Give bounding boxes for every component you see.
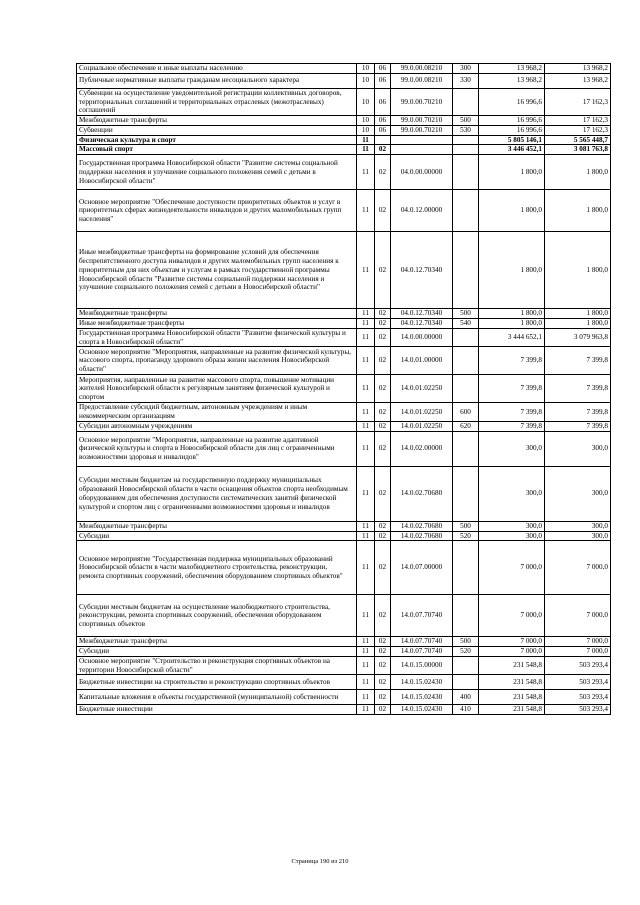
row-amount-year-1: 300,0: [479, 521, 545, 531]
row-amount-year-2: 300,0: [545, 431, 611, 466]
row-section: 11: [357, 403, 375, 422]
table-row: [77, 521, 611, 531]
row-amount-year-2: 17 162,3: [545, 88, 611, 115]
row-amount-year-2: 7 000,0: [545, 637, 611, 647]
row-amount-year-1: 1 800,0: [479, 190, 545, 232]
row-expense-type: 400: [453, 690, 479, 705]
row-target-article: 14.0.15.02430: [391, 690, 453, 705]
row-subsection: 02: [375, 690, 391, 705]
row-name: Иные межбюджетные трансферты: [77, 319, 357, 329]
row-amount-year-2: 13 968,2: [545, 64, 611, 74]
row-name: Иные межбюджетные трансферты на формирование условий для обеспечения беспрепятственного доступа инвалидов и других маломобильных групп населения к приоритетным для них объектам и услугам в рамках государственной программы Новосибирской области "Развитие системы социальной поддержки населения и улучшение социального положения семей с детьми в Новосибирской области": [77, 232, 357, 309]
row-amount-year-2: 1 800,0: [545, 319, 611, 329]
row-target-article: 04.0.12.00000: [391, 190, 453, 232]
row-amount-year-1: 7 000,0: [479, 647, 545, 657]
table-row: [77, 541, 611, 595]
row-section: 11: [357, 690, 375, 705]
table-row: [77, 647, 611, 657]
row-target-article: 14.0.01.00000: [391, 347, 453, 375]
row-section: 11: [357, 531, 375, 541]
row-section: 11: [357, 232, 375, 309]
table-row: [77, 155, 611, 190]
row-expense-type: 500: [453, 116, 479, 126]
row-subsection: 02: [375, 705, 391, 715]
table-row: [77, 145, 611, 155]
row-target-article: 04.0.00.00000: [391, 155, 453, 190]
table-row: [77, 466, 611, 521]
row-expense-type: 500: [453, 521, 479, 531]
row-name: Субсидии: [77, 647, 357, 657]
table-row: [77, 190, 611, 232]
row-name: Субсидии местным бюджетам на осуществление малобюджетного строительства, реконструкции, ремонта спортивных сооружений, обеспечения оборудованием спортивных объектов: [77, 595, 357, 637]
row-expense-type: 330: [453, 73, 479, 88]
row-name: Субсидии: [77, 531, 357, 541]
row-amount-year-2: 17 162,3: [545, 116, 611, 126]
row-amount-year-1: 16 996,6: [479, 125, 545, 135]
row-amount-year-1: 16 996,6: [479, 116, 545, 126]
row-expense-type: [453, 88, 479, 115]
row-target-article: 04.0.12.70340: [391, 232, 453, 309]
row-target-article: 14.0.00.00000: [391, 328, 453, 347]
row-target-article: 04.0.12.70340: [391, 309, 453, 319]
row-expense-type: 520: [453, 531, 479, 541]
row-amount-year-1: 1 800,0: [479, 319, 545, 329]
row-amount-year-1: 1 800,0: [479, 232, 545, 309]
table-row: [77, 125, 611, 135]
row-name: Публичные нормативные выплаты гражданам несоциального характера: [77, 73, 357, 88]
row-section: 11: [357, 135, 375, 145]
row-section: 11: [357, 656, 375, 675]
row-section: 11: [357, 347, 375, 375]
row-name: Бюджетные инвестиции на строительство и реконструкцию спортивных объектов: [77, 675, 357, 690]
table-row: [77, 64, 611, 74]
row-name: Государственная программа Новосибирской области "Развитие системы социальной поддержки населения и улучшение социального положения семей с детьми в Новосибирской области": [77, 155, 357, 190]
row-section: 10: [357, 116, 375, 126]
table-row: [77, 431, 611, 466]
row-target-article: [391, 135, 453, 145]
row-amount-year-1: 231 548,8: [479, 705, 545, 715]
row-amount-year-2: 7 399,8: [545, 403, 611, 422]
table-row: [77, 309, 611, 319]
row-amount-year-2: 300,0: [545, 531, 611, 541]
row-target-article: 99.0.00.08210: [391, 73, 453, 88]
row-subsection: 02: [375, 531, 391, 541]
row-expense-type: [453, 155, 479, 190]
row-name: Основное мероприятие "Мероприятия, направленные на развитие адаптивной физической культуры и спорта в Новосибирской области для лиц с ограниченными возможностями здоровья и инвалидов": [77, 431, 357, 466]
row-amount-year-1: 300,0: [479, 466, 545, 521]
row-amount-year-2: 1 800,0: [545, 232, 611, 309]
row-amount-year-2: 7 399,8: [545, 347, 611, 375]
row-expense-type: [453, 675, 479, 690]
row-amount-year-1: 7 399,8: [479, 347, 545, 375]
row-amount-year-2: 7 000,0: [545, 647, 611, 657]
row-expense-type: [453, 375, 479, 403]
row-amount-year-1: 231 548,8: [479, 690, 545, 705]
row-section: 11: [357, 705, 375, 715]
row-amount-year-2: 7 399,8: [545, 421, 611, 431]
row-subsection: 02: [375, 328, 391, 347]
row-amount-year-1: 7 000,0: [479, 595, 545, 637]
row-name: Межбюджетные трансферты: [77, 116, 357, 126]
row-name: Основное мероприятие "Мероприятия, направленные на развитие физической культуры, массового спорта, пропаганду здорового образа жизни населения Новосибирской области": [77, 347, 357, 375]
row-subsection: 02: [375, 347, 391, 375]
row-subsection: 02: [375, 541, 391, 595]
row-target-article: 99.0.00.70210: [391, 88, 453, 115]
row-expense-type: [453, 135, 479, 145]
row-target-article: 14.0.07.00000: [391, 541, 453, 595]
row-expense-type: [453, 145, 479, 155]
row-name: Предоставление субсидий бюджетным, автономным учреждениям и иным некоммерческим организациям: [77, 403, 357, 422]
row-amount-year-1: 231 548,8: [479, 656, 545, 675]
row-subsection: 02: [375, 431, 391, 466]
row-amount-year-1: 3 444 652,1: [479, 328, 545, 347]
row-subsection: 02: [375, 309, 391, 319]
row-amount-year-1: 3 446 452,1: [479, 145, 545, 155]
row-name: Основное мероприятие "Государственная поддержка муниципальных образований Новосибирской области в части малобюджетного строительства, реконструкции, ремонта спортивных сооружений, обеспечения оборудованием спортивных объектов": [77, 541, 357, 595]
row-name: Физическая культура и спорт: [77, 135, 357, 145]
row-expense-type: 300: [453, 64, 479, 74]
table-row: [77, 403, 611, 422]
row-amount-year-2: 13 968,2: [545, 73, 611, 88]
row-name: Субсидии местным бюджетам на государственную поддержку муниципальных образований Новосибирской области в части оснащения объектов спорта необходимым оборудованием для обеспечения доступности систематических занятий физической культурой и спортом лиц с ограниченными возможностями здоровья и инвалидов: [77, 466, 357, 521]
row-subsection: 02: [375, 232, 391, 309]
row-amount-year-1: 13 968,2: [479, 73, 545, 88]
row-subsection: 02: [375, 675, 391, 690]
row-target-article: 14.0.15.02430: [391, 705, 453, 715]
row-section: 10: [357, 64, 375, 74]
row-amount-year-1: 1 800,0: [479, 155, 545, 190]
row-section: 11: [357, 319, 375, 329]
row-section: 11: [357, 145, 375, 155]
row-amount-year-1: 231 548,8: [479, 675, 545, 690]
row-target-article: 99.0.00.70210: [391, 116, 453, 126]
row-amount-year-2: 1 800,0: [545, 190, 611, 232]
row-subsection: 02: [375, 521, 391, 531]
row-amount-year-1: 7 399,8: [479, 375, 545, 403]
row-section: 11: [357, 155, 375, 190]
row-amount-year-1: 7 000,0: [479, 541, 545, 595]
row-amount-year-2: 7 000,0: [545, 541, 611, 595]
row-section: 11: [357, 190, 375, 232]
row-expense-type: 600: [453, 403, 479, 422]
table-row: [77, 73, 611, 88]
row-subsection: 02: [375, 637, 391, 647]
row-subsection: 02: [375, 190, 391, 232]
row-section: 11: [357, 541, 375, 595]
row-section: 11: [357, 421, 375, 431]
row-subsection: 02: [375, 145, 391, 155]
row-amount-year-1: 300,0: [479, 531, 545, 541]
row-section: 10: [357, 125, 375, 135]
row-section: 11: [357, 466, 375, 521]
row-name: Массовый спорт: [77, 145, 357, 155]
row-name: Социальное обеспечение и иные выплаты населению: [77, 64, 357, 74]
row-expense-type: 530: [453, 125, 479, 135]
row-name: Капитальные вложения в объекты государственной (муниципальной) собственности: [77, 690, 357, 705]
row-amount-year-1: 7 000,0: [479, 637, 545, 647]
row-name: Мероприятия, направленные на развитие массового спорта, повышение мотивации жителей Новосибирской области к регулярным занятиям физической культурой и спортом: [77, 375, 357, 403]
row-target-article: 14.0.02.70680: [391, 521, 453, 531]
row-subsection: 02: [375, 375, 391, 403]
row-name: Субвенции: [77, 125, 357, 135]
table-body: [77, 64, 611, 715]
row-amount-year-2: 7 000,0: [545, 595, 611, 637]
row-amount-year-2: 503 293,4: [545, 675, 611, 690]
row-name: Субвенции на осуществление уведомительной регистрации коллективных договоров, территориальных соглашений и территориальных отраслевых (межотраслевых) соглашений: [77, 88, 357, 115]
row-section: 11: [357, 521, 375, 531]
row-target-article: 14.0.07.70740: [391, 637, 453, 647]
row-amount-year-2: 1 800,0: [545, 309, 611, 319]
row-subsection: 02: [375, 656, 391, 675]
row-subsection: 02: [375, 155, 391, 190]
row-expense-type: [453, 541, 479, 595]
row-section: 11: [357, 309, 375, 319]
row-expense-type: 410: [453, 705, 479, 715]
table-row: [77, 690, 611, 705]
row-subsection: 06: [375, 73, 391, 88]
row-name: Межбюджетные трансферты: [77, 521, 357, 531]
row-subsection: 02: [375, 595, 391, 637]
row-expense-type: 520: [453, 647, 479, 657]
row-amount-year-1: 5 805 146,1: [479, 135, 545, 145]
row-name: Межбюджетные трансферты: [77, 309, 357, 319]
row-section: 11: [357, 637, 375, 647]
table-row: [77, 656, 611, 675]
row-section: 11: [357, 647, 375, 657]
table-row: [77, 88, 611, 115]
row-amount-year-2: 3 081 763,8: [545, 145, 611, 155]
row-target-article: 14.0.02.70680: [391, 531, 453, 541]
row-section: 10: [357, 73, 375, 88]
row-target-article: 14.0.02.00000: [391, 431, 453, 466]
row-section: 11: [357, 431, 375, 466]
row-target-article: 14.0.15.00000: [391, 656, 453, 675]
row-subsection: 02: [375, 466, 391, 521]
row-target-article: [391, 145, 453, 155]
table-row: [77, 116, 611, 126]
table-row: [77, 319, 611, 329]
budget-table: [76, 63, 611, 715]
row-expense-type: 500: [453, 309, 479, 319]
row-amount-year-2: 7 399,8: [545, 375, 611, 403]
row-amount-year-1: 16 996,6: [479, 88, 545, 115]
row-target-article: 14.0.07.70740: [391, 647, 453, 657]
row-subsection: 02: [375, 421, 391, 431]
row-name: Государственная программа Новосибирской области "Развитие физической культуры и спорта в Новосибирской области": [77, 328, 357, 347]
row-amount-year-2: 5 565 448,7: [545, 135, 611, 145]
row-expense-type: [453, 431, 479, 466]
row-amount-year-2: 300,0: [545, 466, 611, 521]
row-amount-year-2: 503 293,4: [545, 705, 611, 715]
row-amount-year-2: 3 079 963,8: [545, 328, 611, 347]
row-name: Основное мероприятие "Обеспечение доступности приоритетных объектов и услуг в приоритетных сферах жизнедеятельности инвалидов и других маломобильных групп населения": [77, 190, 357, 232]
table-row: [77, 375, 611, 403]
row-expense-type: 540: [453, 319, 479, 329]
row-amount-year-2: 1 800,0: [545, 155, 611, 190]
row-expense-type: [453, 347, 479, 375]
row-target-article: 04.0.12.70340: [391, 319, 453, 329]
row-expense-type: [453, 656, 479, 675]
table-row: [77, 328, 611, 347]
row-amount-year-1: 7 399,8: [479, 403, 545, 422]
row-amount-year-1: 7 399,8: [479, 421, 545, 431]
row-subsection: [375, 135, 391, 145]
row-amount-year-1: 1 800,0: [479, 309, 545, 319]
row-target-article: 99.0.00.70210: [391, 125, 453, 135]
row-expense-type: [453, 595, 479, 637]
row-amount-year-2: 503 293,4: [545, 690, 611, 705]
row-target-article: 14.0.07.70740: [391, 595, 453, 637]
table-row: [77, 232, 611, 309]
table-row: [77, 637, 611, 647]
row-amount-year-2: 17 162,3: [545, 125, 611, 135]
row-section: 10: [357, 88, 375, 115]
row-amount-year-2: 503 293,4: [545, 656, 611, 675]
row-target-article: 14.0.01.02250: [391, 375, 453, 403]
row-amount-year-1: 300,0: [479, 431, 545, 466]
row-subsection: 02: [375, 403, 391, 422]
table-row: [77, 531, 611, 541]
table-row: [77, 595, 611, 637]
row-section: 11: [357, 675, 375, 690]
row-section: 11: [357, 595, 375, 637]
row-section: 11: [357, 375, 375, 403]
row-expense-type: 620: [453, 421, 479, 431]
row-name: Основное мероприятие "Строительство и реконструкция спортивных объектов на территории Новосибирской области": [77, 656, 357, 675]
page-number: Страница 190 из 210: [291, 858, 349, 865]
row-subsection: 02: [375, 319, 391, 329]
row-target-article: 14.0.01.02250: [391, 421, 453, 431]
row-amount-year-1: 13 968,2: [479, 64, 545, 74]
row-amount-year-2: 300,0: [545, 521, 611, 531]
table-row: [77, 705, 611, 715]
row-target-article: 99.0.00.08210: [391, 64, 453, 74]
row-subsection: 02: [375, 647, 391, 657]
row-expense-type: 500: [453, 637, 479, 647]
table-row: [77, 421, 611, 431]
table-row: [77, 135, 611, 145]
table-row: [77, 347, 611, 375]
row-expense-type: [453, 466, 479, 521]
row-subsection: 06: [375, 88, 391, 115]
table-row: [77, 675, 611, 690]
row-name: Бюджетные инвестиции: [77, 705, 357, 715]
row-subsection: 06: [375, 125, 391, 135]
row-target-article: 14.0.02.70680: [391, 466, 453, 521]
row-subsection: 06: [375, 116, 391, 126]
row-name: Межбюджетные трансферты: [77, 637, 357, 647]
row-expense-type: [453, 328, 479, 347]
row-target-article: 14.0.15.02430: [391, 675, 453, 690]
row-target-article: 14.0.01.02250: [391, 403, 453, 422]
row-subsection: 06: [375, 64, 391, 74]
row-expense-type: [453, 232, 479, 309]
row-expense-type: [453, 190, 479, 232]
row-name: Субсидии автономным учреждениям: [77, 421, 357, 431]
row-section: 11: [357, 328, 375, 347]
